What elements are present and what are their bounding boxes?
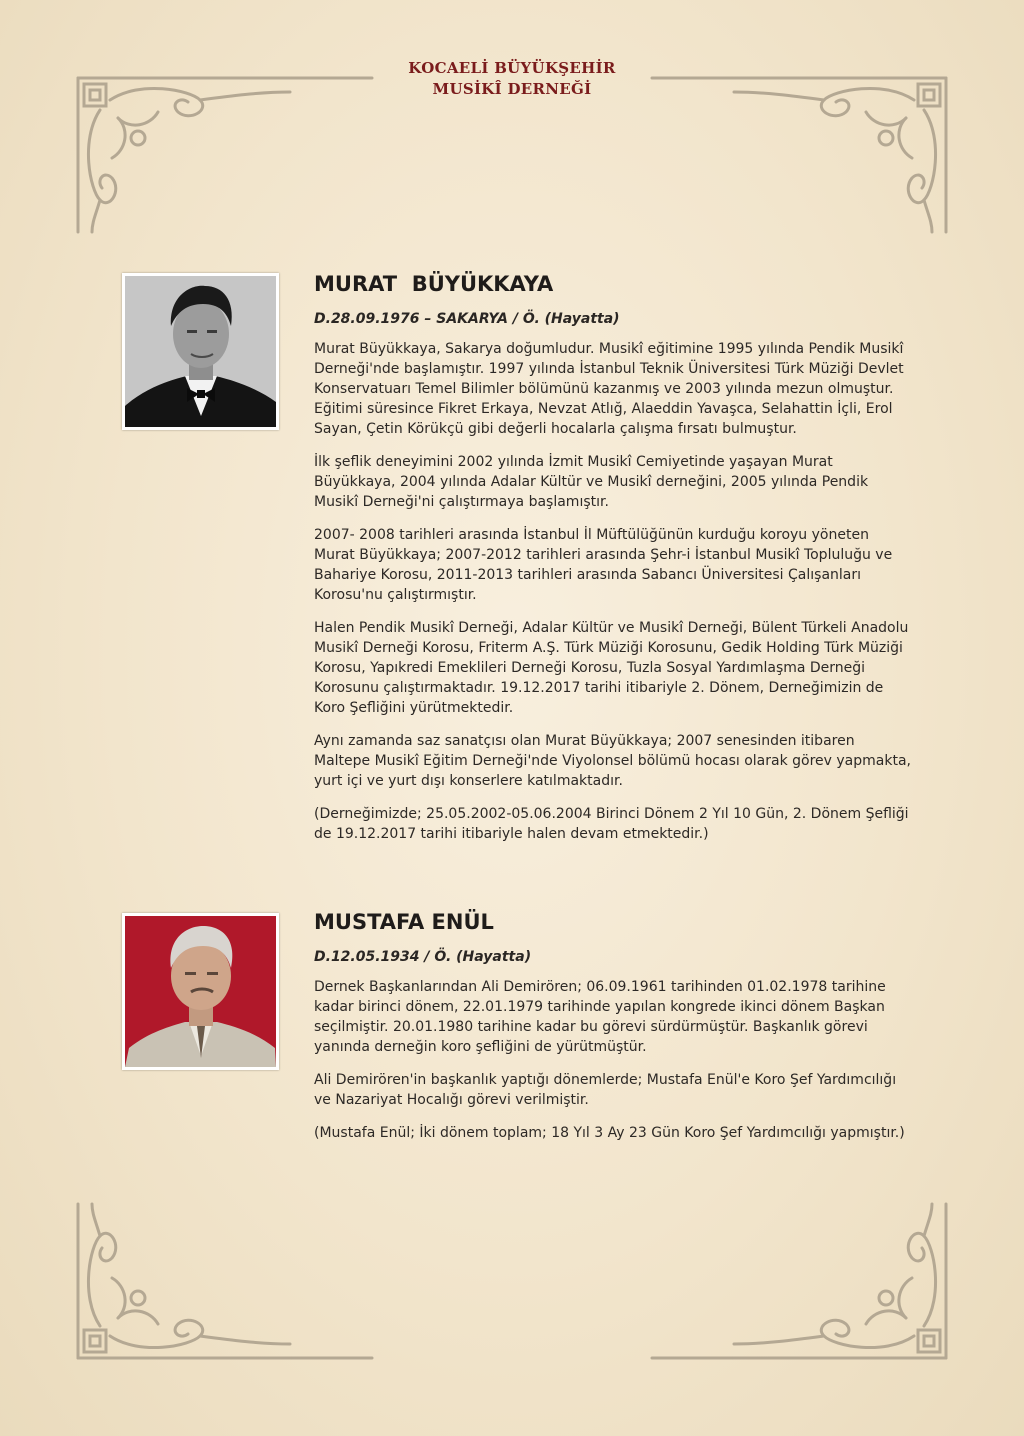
organization-title-line1: KOCAELİ BÜYÜKŞEHİR (408, 59, 616, 77)
bio-paragraph: Aynı zamanda saz sanatçısı olan Murat Büyükkaya; 2007 senesinden itibaren Maltepe Musikî Eğitim Derneği'nde Viyolonsel bölümü hocası olarak görev yapmakta, yurt içi ve yurt dışı konserlere katılmaktadır. (314, 733, 911, 789)
organization-title (0, 58, 1024, 100)
bio-paragraph: Halen Pendik Musikî Derneği, Adalar Kültür ve Musikî Derneği, Bülent Türkeli Anadolu Musikî Derneği Korosu, Friterm A.Ş. Türk Müziği Korosunu, Gedik Holding Türk Müziği Korosu, Yapıkredi Emeklileri Derneği Korosu, Tuzla Sosyal Yardımlaşma Derneği Korosunu çalıştırmaktadır. 19.12.2017 tarihi itibariyle 2. Dönem, Derneğimizin de Koro Şefliğini yürütmektedir. (314, 620, 909, 716)
bio-paragraph: 2007- 2008 tarihleri arasında İstanbul İl Müftülüğünün kurduğu koroyu yöneten Murat Büyükkaya; 2007-2012 tarihleri arasında Şehr-i İstanbul Musikî Topluluğu ve Bahariye Korosu, 2011-2013 tarihleri arasında Sabancı Üniversitesi Çalışanları Korosu'nu çalıştırmıştır. (314, 527, 893, 603)
person-name: MURAT BÜYÜKKAYA (314, 272, 554, 296)
biography-mustafa-enul (314, 909, 914, 1156)
bio-paragraph: İlk şeflik deneyimini 2002 yılında İzmit Musikî Cemiyetinde yaşayan Murat Büyükkaya, 2004 yılında Adalar Kültür ve Musikî derneğini, 2005 yılında Pendik Musikî Derneği'ni çalıştırmaya başlamıştır. (314, 454, 869, 510)
biography-murat-buyukkaya (314, 271, 914, 857)
portrait-photo-mustafa-enul (122, 913, 279, 1070)
bio-paragraph: Dernek Başkanlarından Ali Demirören; 06.09.1961 tarihinden 01.02.1978 tarihine kadar birinci dönem, 22.01.1979 tarihinde yapılan kongrede ikinci dönem Başkan seçilmiştir. 20.01.1980 tarihine kadar bu görevi sürdürmüştür. Başkanlık görevi yanında derneğin koro şefliğini de yürütmüştür. (314, 979, 886, 1055)
person-name: MUSTAFA ENÜL (314, 910, 494, 934)
bio-paragraph: (Derneğimizde; 25.05.2002-05.06.2004 Birinci Dönem 2 Yıl 10 Gün, 2. Dönem Şefliği de 19.12.2017 tarihi itibariyle halen devam etmektedir.) (314, 806, 909, 842)
organization-title-line2: MUSİKÎ DERNEĞİ (432, 80, 592, 98)
bio-paragraph: (Mustafa Enül; İki dönem toplam; 18 Yıl 3 Ay 23 Gün Koro Şef Yardımcılığı yapmıştır.) (314, 1125, 905, 1141)
birth-date-line: D.28.09.1976 – SAKARYA / Ö. (Hayatta) (314, 311, 620, 327)
bio-paragraph: Ali Demirören'in başkanlık yaptığı dönemlerde; Mustafa Enül'e Koro Şef Yardımcılığı ve Nazariyat Hocalığı görevi verilmiştir. (314, 1072, 897, 1108)
bio-paragraph: Murat Büyükkaya, Sakarya doğumludur. Musikî eğitimine 1995 yılında Pendik Musikî Derneği'nde başlamıştır. 1997 yılında İstanbul Teknik Üniversitesi Türk Müziği Devlet Konservatuarı Temel Bilimler bölümünü kazanmış ve 2003 yılında mezun olmuştur. Eğitimi süresince Fikret Erkaya, Nevzat Atlığ, Alaeddin Yavaşca, Selahattin İçli, Erol Sayan, Çetin Körükçü gibi değerli hocalarla çalışma fırsatı bulmuştur. (314, 341, 904, 437)
birth-date-line: D.12.05.1934 / Ö. (Hayatta) (314, 949, 532, 965)
portrait-photo-murat-buyukkaya (122, 273, 279, 430)
